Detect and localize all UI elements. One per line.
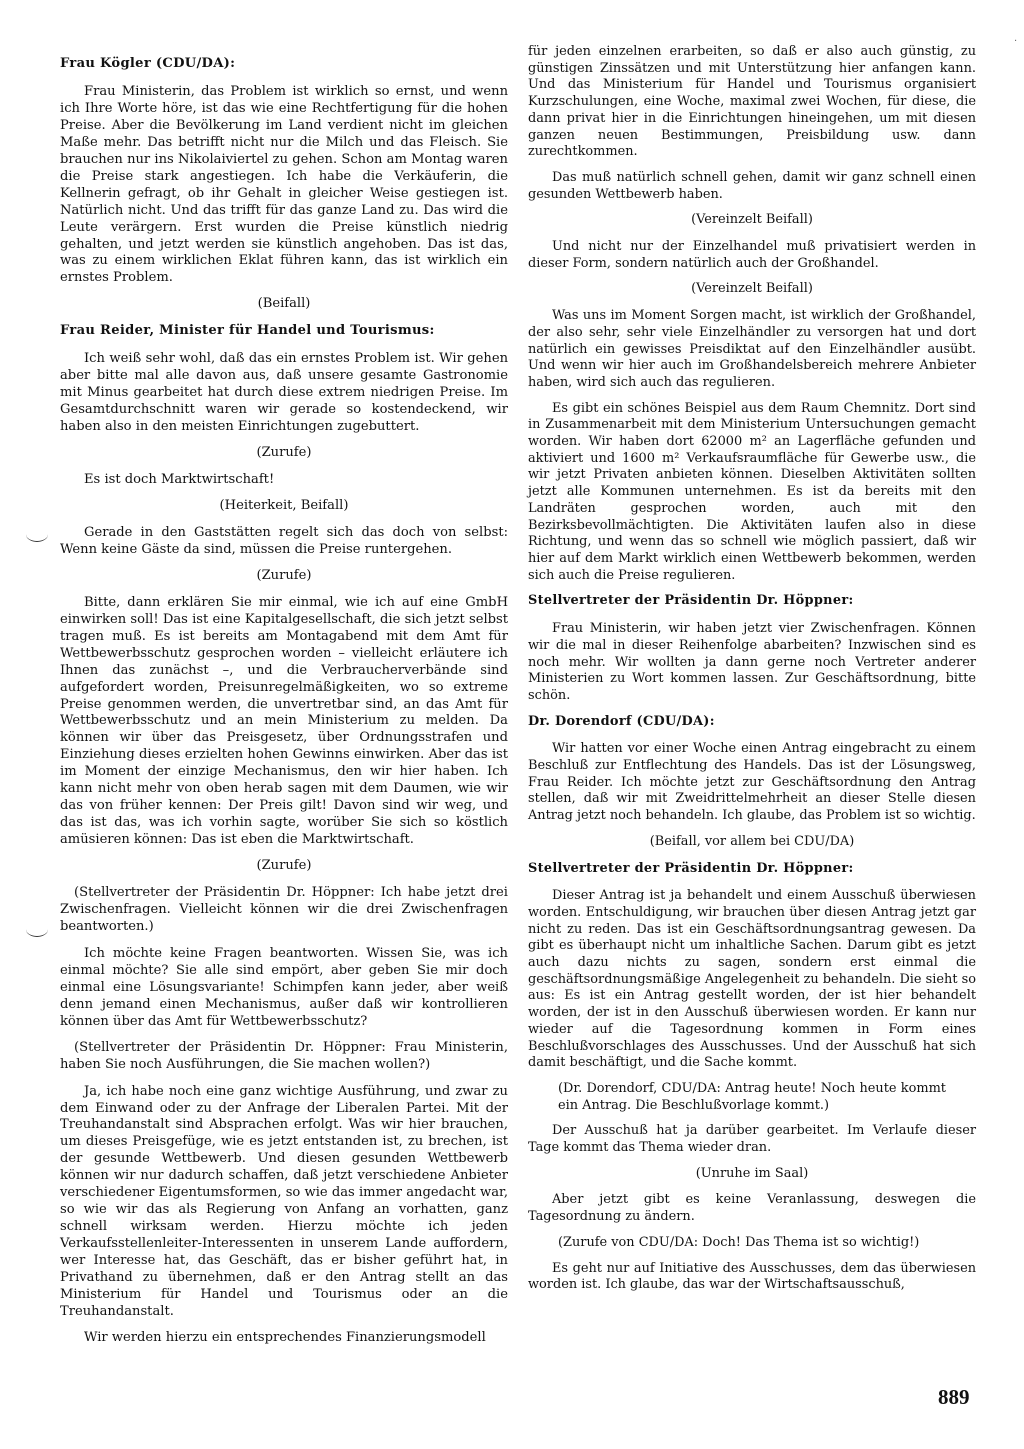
paragraph: Ja, ich habe noch eine ganz wichtige Ausführung, und zwar zu dem Einwand oder zu der Anfrage der Liberalen Partei. Mit der Treuhandanstalt sind Absprachen erfolgt. Was wir hier brauchen, um dieses Preisgefüge, wie es jetzt entstanden ist, zu brechen, ist der gesunde Wettbewerb. Und diesen gesunden Wettbewerb können wir nur dadurch schaffen, daß jetzt verschiedene Anbieter verschiedener Eigentumsformen, so wie das immer angedacht war, so wie wir das als Regierung von Anfang an vorhatten, ganz schnell wirksam werden. Hierzu möchte ich jeden Verkaufsstellenleiter-Interessenten in unserem Lande auffordern, wer Interesse hat, das Geschäft, das er bisher geführt hat, in Privathand zu übernehmen, daß er den Antrag stellt an das Ministerium für Handel und Tourismus oder an die Treuhandanstalt. (60, 1083, 508, 1319)
margin-pencil-mark (26, 922, 48, 937)
paragraph: Dieser Antrag ist ja behandelt und einem Ausschuß überwiesen worden. Entschuldigung, wir brauchen über diesen Antrag jetzt gar nicht zu reden. Das ist ein Geschäftsordnungsantrag gewesen. Da gibt es überhaupt nicht um inhaltliche Sachen. Darum gibt es jetzt auch dazu nichts zu sagen, sondern erst einmal die geschäftsordnungsmäßige Angelegenheit zu behandeln. Die sieht so aus: Es ist ein Antrag gestellt worden, der ist hier behandelt worden, der ist in den Ausschuß überwiesen worden. Er kann nur wieder auf die Tagesordnung kommen in Form eines Beschlußvorschlages des Ausschusses. Und der Ausschuß hat sich damit beschäftigt, und die Sache kommt. (528, 888, 976, 1071)
paragraph: Gerade in den Gaststätten regelt sich das doch von selbst: Wenn keine Gäste da sind, müssen die Preise runtergehen. (60, 524, 508, 557)
stage-direction: (Vereinzelt Beifall) (691, 212, 813, 228)
paragraph: Wir hatten vor einer Woche einen Antrag eingebracht zu einem Beschluß zur Entflechtung des Handels. Das ist der Lösungsweg, Frau Reider. Ich möchte jetzt zur Geschäftsordnung den Antrag stellen, daß wir mit Zweidrittelmehrheit an dieser Stelle diesen Antrag jetzt noch behandeln. Ich glaube, das Problem ist so wichtig. (528, 741, 976, 824)
stage-direction: (Zurufe) (256, 445, 312, 461)
stage-direction: (Zurufe) (256, 858, 312, 874)
paragraph: Es gibt ein schönes Beispiel aus dem Raum Chemnitz. Dort sind in Zusammenarbeit mit dem Ministerium Untersuchungen gemacht worden. Wir haben dort 62000 m² an Lagerfläche gefunden und aktiviert und 1600 m² Verkaufsraumfläche für Gewerbe usw., die wir jetzt Privaten anbieten können. Dieselben Aktivitäten sollten jetzt alle Kommunen unternehmen. Es ist da bereits mit den Landräten gesprochen worden, auch mit den Bezirksbevollmächtigten. Die Aktivitäten laufen also in diese Richtung, und wenn das so schnell wie möglich passiert, daß wir hier auf dem Markt wirklich einen Wettbewerb bekommen, werden sich auch die Preise regulieren. (528, 400, 976, 583)
paragraph: Was uns im Moment Sorgen macht, ist wirklich der Großhandel, der also sehr, sehr viele Einzelhändler zu versorgen hat und dort natürlich ein gewisses Preisdiktat auf den Einzelhändler ausübt. Und wenn wir hier auch im Großhandelsbereich mehrere Anbieter haben, wird sich auch das regulieren. (528, 308, 976, 390)
paragraph: Das muß natürlich schnell gehen, damit wir ganz schnell einen gesunden Wettbewerb haben. (528, 169, 976, 202)
paragraph: Bitte, dann erklären Sie mir einmal, wie ich auf eine GmbH einwirken soll! Das ist eine Kapitalgesellschaft, die sich jetzt selbst tragen muß. Es ist bereits am Montagabend mit dem Amt für Wettbewerbsschutz gesprochen worden – vielleicht erläutere ich Ihnen das zunächst –, und die Verbraucherverbände sind aufgefordert worden, Preisunregelmäßigkeiten, wo so extreme Preise genommen werden, die unvertretbar sind, an das Amt für Wettbewerbsschutz und an mein Ministerium zu melden. Da können wir über das Preisgesetz, über Ordnungsstrafen und Einziehung dieses erzielten hohen Gewinns einwirken. Aber das ist im Moment der einzige Mechanismus, den wir hier haben. Ich kann nicht mehr von oben herab sagen mit dem Daumen, wie wir das von früher kennen: Der Preis gilt! Davon sind wir weg, und das ist das, was ich vorhin sagte, worüber Sie sich so köstlich amüsieren können: Das ist eben die Marktwirtschaft. (60, 594, 508, 848)
stage-direction: (Zurufe) (256, 567, 312, 583)
interjection-quote: (Zurufe von CDU/DA: Doch! Das Thema ist so wichtig!) (558, 1234, 920, 1250)
speaker-heading: Stellvertreter der Präsidentin Dr. Höppner: (528, 860, 854, 876)
binder-edge-mark: · (1014, 36, 1018, 47)
paragraph: Frau Ministerin, das Problem ist wirklich so ernst, und wenn ich Ihre Worte höre, ist das wie eine Rechtfertigung für die hohen Preise. Aber die Bevölkerung im Land verdient nicht im gleichen Maße mehr. Das betrifft nicht nur die Milch und das Fleisch. Sie brauchen nur ins Nikolaiviertel zu gehen. Schon am Montag waren die Preise stark angestiegen. Ich habe die Verkäuferin, die Kellnerin gefragt, ob ihr Gehalt in gleicher Weise gestiegen ist. Natürlich nicht. Und das trifft für das ganze Land zu. Das wird die Leute verärgern. Erst wurden die Preise künstlich niedrig gehalten, und jetzt werden sie künstlich angehoben. Das ist das, was zu einem wirklichen Eklat führen kann, das ist wirklich ein ernstes Problem. (60, 83, 508, 286)
speaker-heading: Stellvertreter der Präsidentin Dr. Höppner: (528, 593, 854, 609)
paragraph: Wir werden hierzu ein entsprechendes Finanzierungsmodell (84, 1329, 486, 1345)
paragraph: Ich weiß sehr wohl, daß das ein ernstes Problem ist. Wir gehen aber bitte mal alle davon aus, daß unsere gesamte Gastronomie mit Minus gearbeitet hat durch diese extrem niedrigen Preise. Im Gesamtdurchschnitt waren wir gerade so kostendeckend, wir haben also in den meisten Einrichtungen zugebuttert. (60, 351, 508, 435)
speaker-heading: Frau Reider, Minister für Handel und Tourismus: (60, 323, 435, 339)
margin-pencil-mark (26, 527, 48, 542)
stage-direction: (Unruhe im Saal) (695, 1165, 809, 1181)
paragraph: Aber jetzt gibt es keine Veranlassung, deswegen die Tagesordnung zu ändern. (528, 1192, 976, 1225)
interjection: (Stellvertreter der Präsidentin Dr. Höppner: Ich habe jetzt drei Zwischenfragen. Vielleicht können wir die drei Zwischenfragen beantworten.) (60, 885, 508, 934)
speaker-heading: Frau Kögler (CDU/DA): (60, 56, 236, 71)
page-number: 889 (938, 1385, 970, 1409)
paragraph: Der Ausschuß hat ja darüber gearbeitet. Im Verlaufe dieser Tage kommt das Thema wieder dran. (528, 1123, 976, 1156)
paragraph: Frau Ministerin, wir haben jetzt vier Zwischenfragen. Können wir die mal in dieser Reihenfolge abarbeiten? Inzwischen sind es noch mehr. Wir wollten ja dann gerne noch Vertreter anderer Ministerien zu Wort kommen lassen. Zur Geschäftsordnung, bitte schön. (528, 621, 976, 703)
paragraph: Es ist doch Marktwirtschaft! (84, 472, 275, 488)
paragraph: Ich möchte keine Fragen beantworten. Wissen Sie, was ich einmal möchte? Sie alle sind empört, aber geben Sie mir doch einmal eine Lösungsvariante! Schimpfen kann jeder, aber weiß denn jemand einen Mechanismus, außer daß wir kontrollieren können über das Amt für Wettbewerbsschutz? (60, 945, 508, 1029)
interjection: (Stellvertreter der Präsidentin Dr. Höppner: Frau Ministerin, haben Sie noch Ausführungen, die Sie machen wollen?) (60, 1039, 508, 1072)
left-column (60, 48, 508, 1356)
stage-direction: (Heiterkeit, Beifall) (219, 497, 349, 513)
right-column (528, 44, 976, 1303)
paragraph: Es geht nur auf Initiative des Ausschusses, dem das überwiesen worden ist. Ich glaube, das war der Wirtschaftsausschuß, (528, 1260, 976, 1293)
stage-direction: (Beifall) (257, 296, 311, 312)
paragraph-continued: für jeden einzelnen erarbeiten, so daß er also auch günstig, zu günstigen Zinssätzen und mit Unterstützung hier anfangen kann. Und das Ministerium für Handel und Tourismus organisiert Kurzschulungen, eine Woche, maximal zwei Wochen, für diese, die dann privat hier in die Einrichtungen hineingehen, um mit diesen ganzen neuen Bestimmungen, Preisbildung usw. dann zurechtkommen. (528, 44, 976, 160)
stage-direction: (Beifall, vor allem bei CDU/DA) (649, 833, 855, 849)
stage-direction: (Vereinzelt Beifall) (691, 281, 813, 297)
interjection-quote: (Dr. Dorendorf, CDU/DA: Antrag heute! Noch heute kommt ein Antrag. Die Beschlußvorlage kommt.) (558, 1080, 946, 1113)
paragraph: Und nicht nur der Einzelhandel muß privatisiert werden in dieser Form, sondern natürlich auch der Großhandel. (528, 239, 976, 271)
speaker-heading: Dr. Dorendorf (CDU/DA): (528, 713, 715, 729)
